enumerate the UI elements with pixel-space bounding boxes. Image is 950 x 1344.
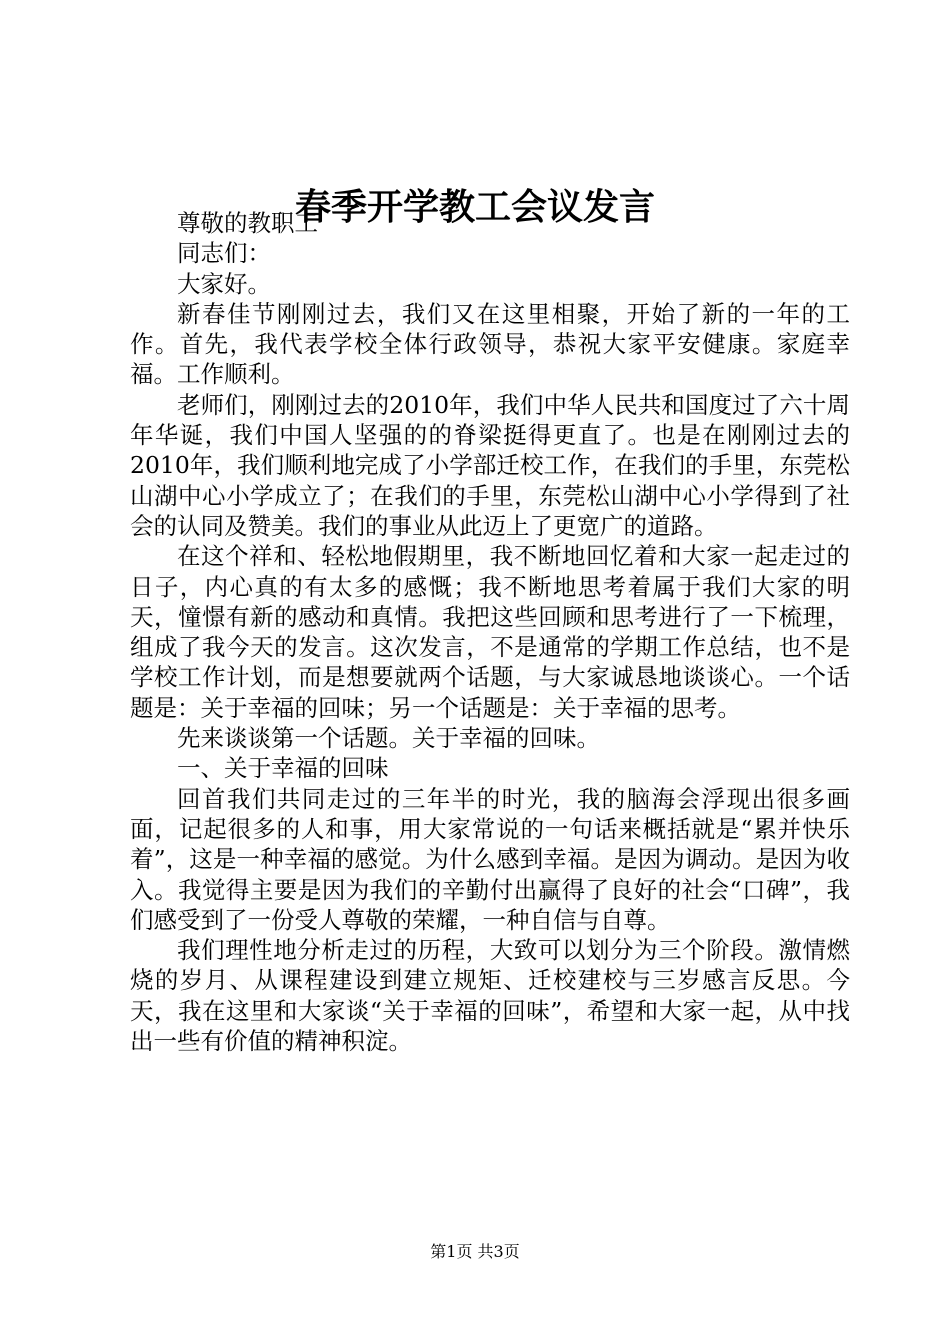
body-paragraph: 新春佳节刚刚过去，我们又在这里相聚，开始了新的一年的工作。首先，我代表学校全体行政领导，恭祝大家平安健康。家庭幸福。工作顺利。: [130, 299, 850, 389]
salutation-line: 同志们：: [177, 239, 271, 268]
body-paragraph: 先来谈谈第一个话题。关于幸福的回味。: [177, 724, 600, 753]
salutation-line: 尊敬的教职工: [177, 209, 318, 237]
document-title: 春季开学教工会议发言: [294, 187, 655, 228]
greeting-line: 大家好。: [177, 269, 271, 298]
page-number-footer: 第1页 共3页: [430, 1242, 520, 1261]
body-paragraph: 我们理性地分析走过的历程，大致可以划分为三个阶段。激情燃烧的岁月、从课程建设到建立规矩、迁校建校与三岁感言反思。今天，我在这里和大家谈“关于幸福的回味”，希望和大家一起，从中找出一些有价值的精神积淀。: [130, 936, 850, 1056]
body-paragraph: 老师们，刚刚过去的2010年，我们中华人民共和国度过了六十周年华诞，我们中国人坚强的的脊梁挺得更直了。也是在刚刚过去的2010年，我们顺利地完成了小学部迁校工作，在我们的手里，东莞松山湖中心小学成立了；在我们的手里，东莞松山湖中心小学得到了社会的认同及赞美。我们的事业从此迈上了更宽广的道路。: [130, 390, 850, 540]
section-heading: 一、关于幸福的回味: [177, 754, 389, 783]
body-paragraph: 在这个祥和、轻松地假期里，我不断地回忆着和大家一起走过的日子，内心真的有太多的感慨；我不断地思考着属于我们大家的明天，憧憬有新的感动和真情。我把这些回顾和思考进行了一下梳理，组成了我今天的发言。这次发言，不是通常的学期工作总结，也不是学校工作计划，而是想要就两个话题，与大家诚恳地谈谈心。一个话题是：关于幸福的回味；另一个话题是：关于幸福的思考。: [130, 542, 850, 722]
body-paragraph: 回首我们共同走过的三年半的时光，我的脑海会浮现出很多画面，记起很多的人和事，用大家常说的一句话来概括就是“累并快乐着”，这是一种幸福的感觉。为什么感到幸福。是因为调动。是因为收入。我觉得主要是因为我们的辛勤付出赢得了良好的社会“口碑”，我们感受到了一份受人尊敬的荣耀，一种自信与自尊。: [130, 784, 850, 934]
document-body: [130, 208, 850, 1056]
